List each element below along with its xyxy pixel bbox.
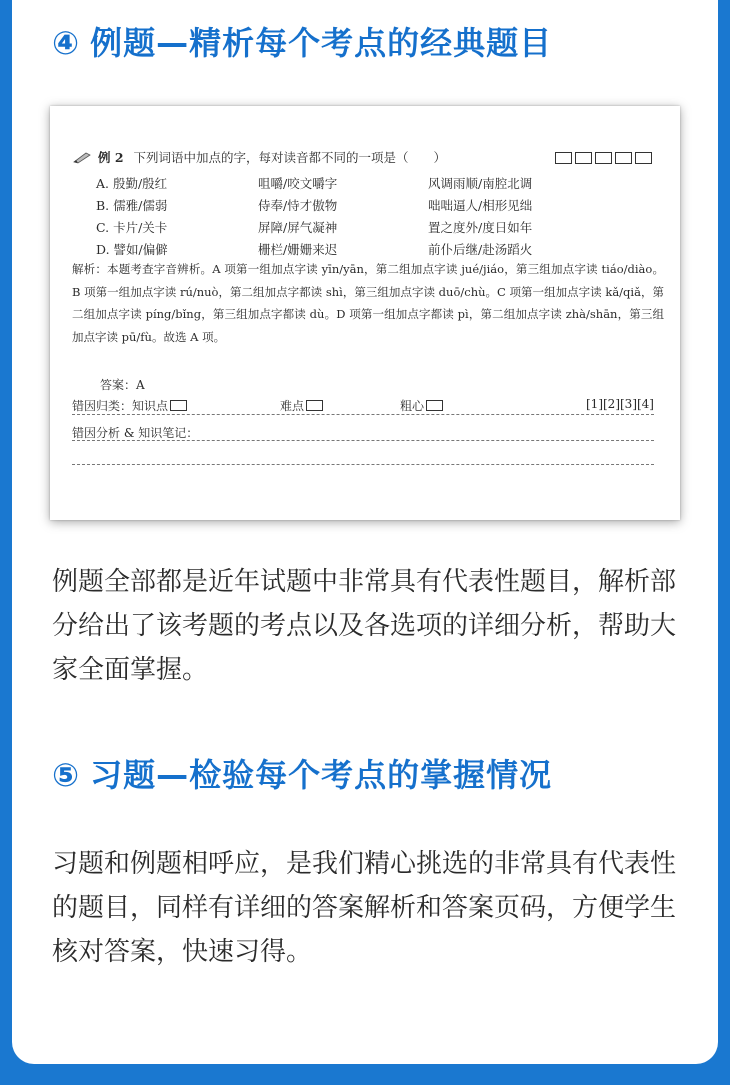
option-c-col2: 屏障/屏气凝神 <box>258 220 338 235</box>
pen-icon <box>72 150 94 164</box>
knowledge-checkbox <box>170 400 187 411</box>
section-4-number: ④ <box>52 24 81 62</box>
rating-boxes: [1][2][3][4] <box>586 397 654 411</box>
option-a-col1: A. 殷勤/殷红 <box>96 176 168 191</box>
option-c-col1: C. 卡片/关卡 <box>96 220 168 235</box>
answer-boxes <box>555 152 652 164</box>
notes-blank-line <box>72 464 654 465</box>
error-difficulty-label: 难点 <box>280 399 305 413</box>
section-5-title: 习题—检验每个考点的掌握情况 <box>90 756 553 794</box>
option-b-col3: 咄咄逼人/相形见绌 <box>428 198 533 213</box>
answer-box <box>615 152 632 164</box>
section-4-heading <box>52 18 552 64</box>
difficulty-checkbox <box>306 400 323 411</box>
option-a-col2: 咀嚼/咬文嚼字 <box>258 176 338 191</box>
content-card <box>12 0 718 1064</box>
option-d-col3: 前仆后继/赴汤蹈火 <box>428 242 533 257</box>
section-4-title: 例题—精析每个考点的经典题目 <box>90 24 553 62</box>
answer-box <box>595 152 612 164</box>
option-a-col3: 风调雨顺/南腔北调 <box>428 176 533 191</box>
notes-label: 错因分析 & 知识笔记： <box>72 426 199 440</box>
error-knowledge-label: 知识点 <box>132 399 169 413</box>
section-5-heading <box>52 750 552 796</box>
careless-checkbox <box>426 400 443 411</box>
section-5-number: ⑤ <box>52 756 81 794</box>
section-4-description: 例题全部都是近年试题中非常具有代表性题目，解析部分给出了该考题的考点以及各选项的详细分析，帮助大家全面掌握。 <box>52 567 677 685</box>
option-d-col2: 栅栏/姗姗来迟 <box>258 242 338 257</box>
section-5-description: 习题和例题相呼应，是我们精心挑选的非常具有代表性的题目，同样有详细的答案解析和答案页码，方便学生核对答案，快速习得。 <box>52 849 677 967</box>
option-b-col1: B. 儒雅/儒弱 <box>96 198 168 213</box>
analysis-text: 解析：本题考查字音辨析。A 项第一组加点字读 yīn/yān，第二组加点字读 jué/jiáo，第三组加点字读 tiáo/diào。B 项第一组加点字读 rú/nuò，第二组加点字都读 shì，第三组加点字读 duō/chù。C 项第一组加点字读 kǎ/qiǎ，第二组加点字读 píng/bǐng，第三组加点字都读 dù。D 项第一组加点字都读 pì，第二组加点字读 zhà/shān，第三组加点字读 pū/fù。故选 A 项。 <box>72 262 664 344</box>
error-careless-label: 粗心 <box>400 399 425 413</box>
example-label: 例 2 <box>97 150 124 165</box>
question-line <box>72 148 446 166</box>
answer-box <box>575 152 592 164</box>
answer-box <box>555 152 572 164</box>
option-c-col3: 置之度外/度日如年 <box>428 220 533 235</box>
answer-text: 答案：A <box>100 378 145 392</box>
option-b-col2: 侍奉/恃才傲物 <box>258 198 338 213</box>
answer-box <box>635 152 652 164</box>
error-category-label: 错因归类： <box>72 399 133 413</box>
error-category-row <box>72 397 654 415</box>
question-text: 下列词语中加点的字，每对读音都不同的一项是（ ） <box>133 150 447 165</box>
sample-question-image <box>50 106 680 520</box>
option-d-col1: D. 譬如/偏僻 <box>96 242 168 257</box>
notes-row <box>72 424 654 441</box>
